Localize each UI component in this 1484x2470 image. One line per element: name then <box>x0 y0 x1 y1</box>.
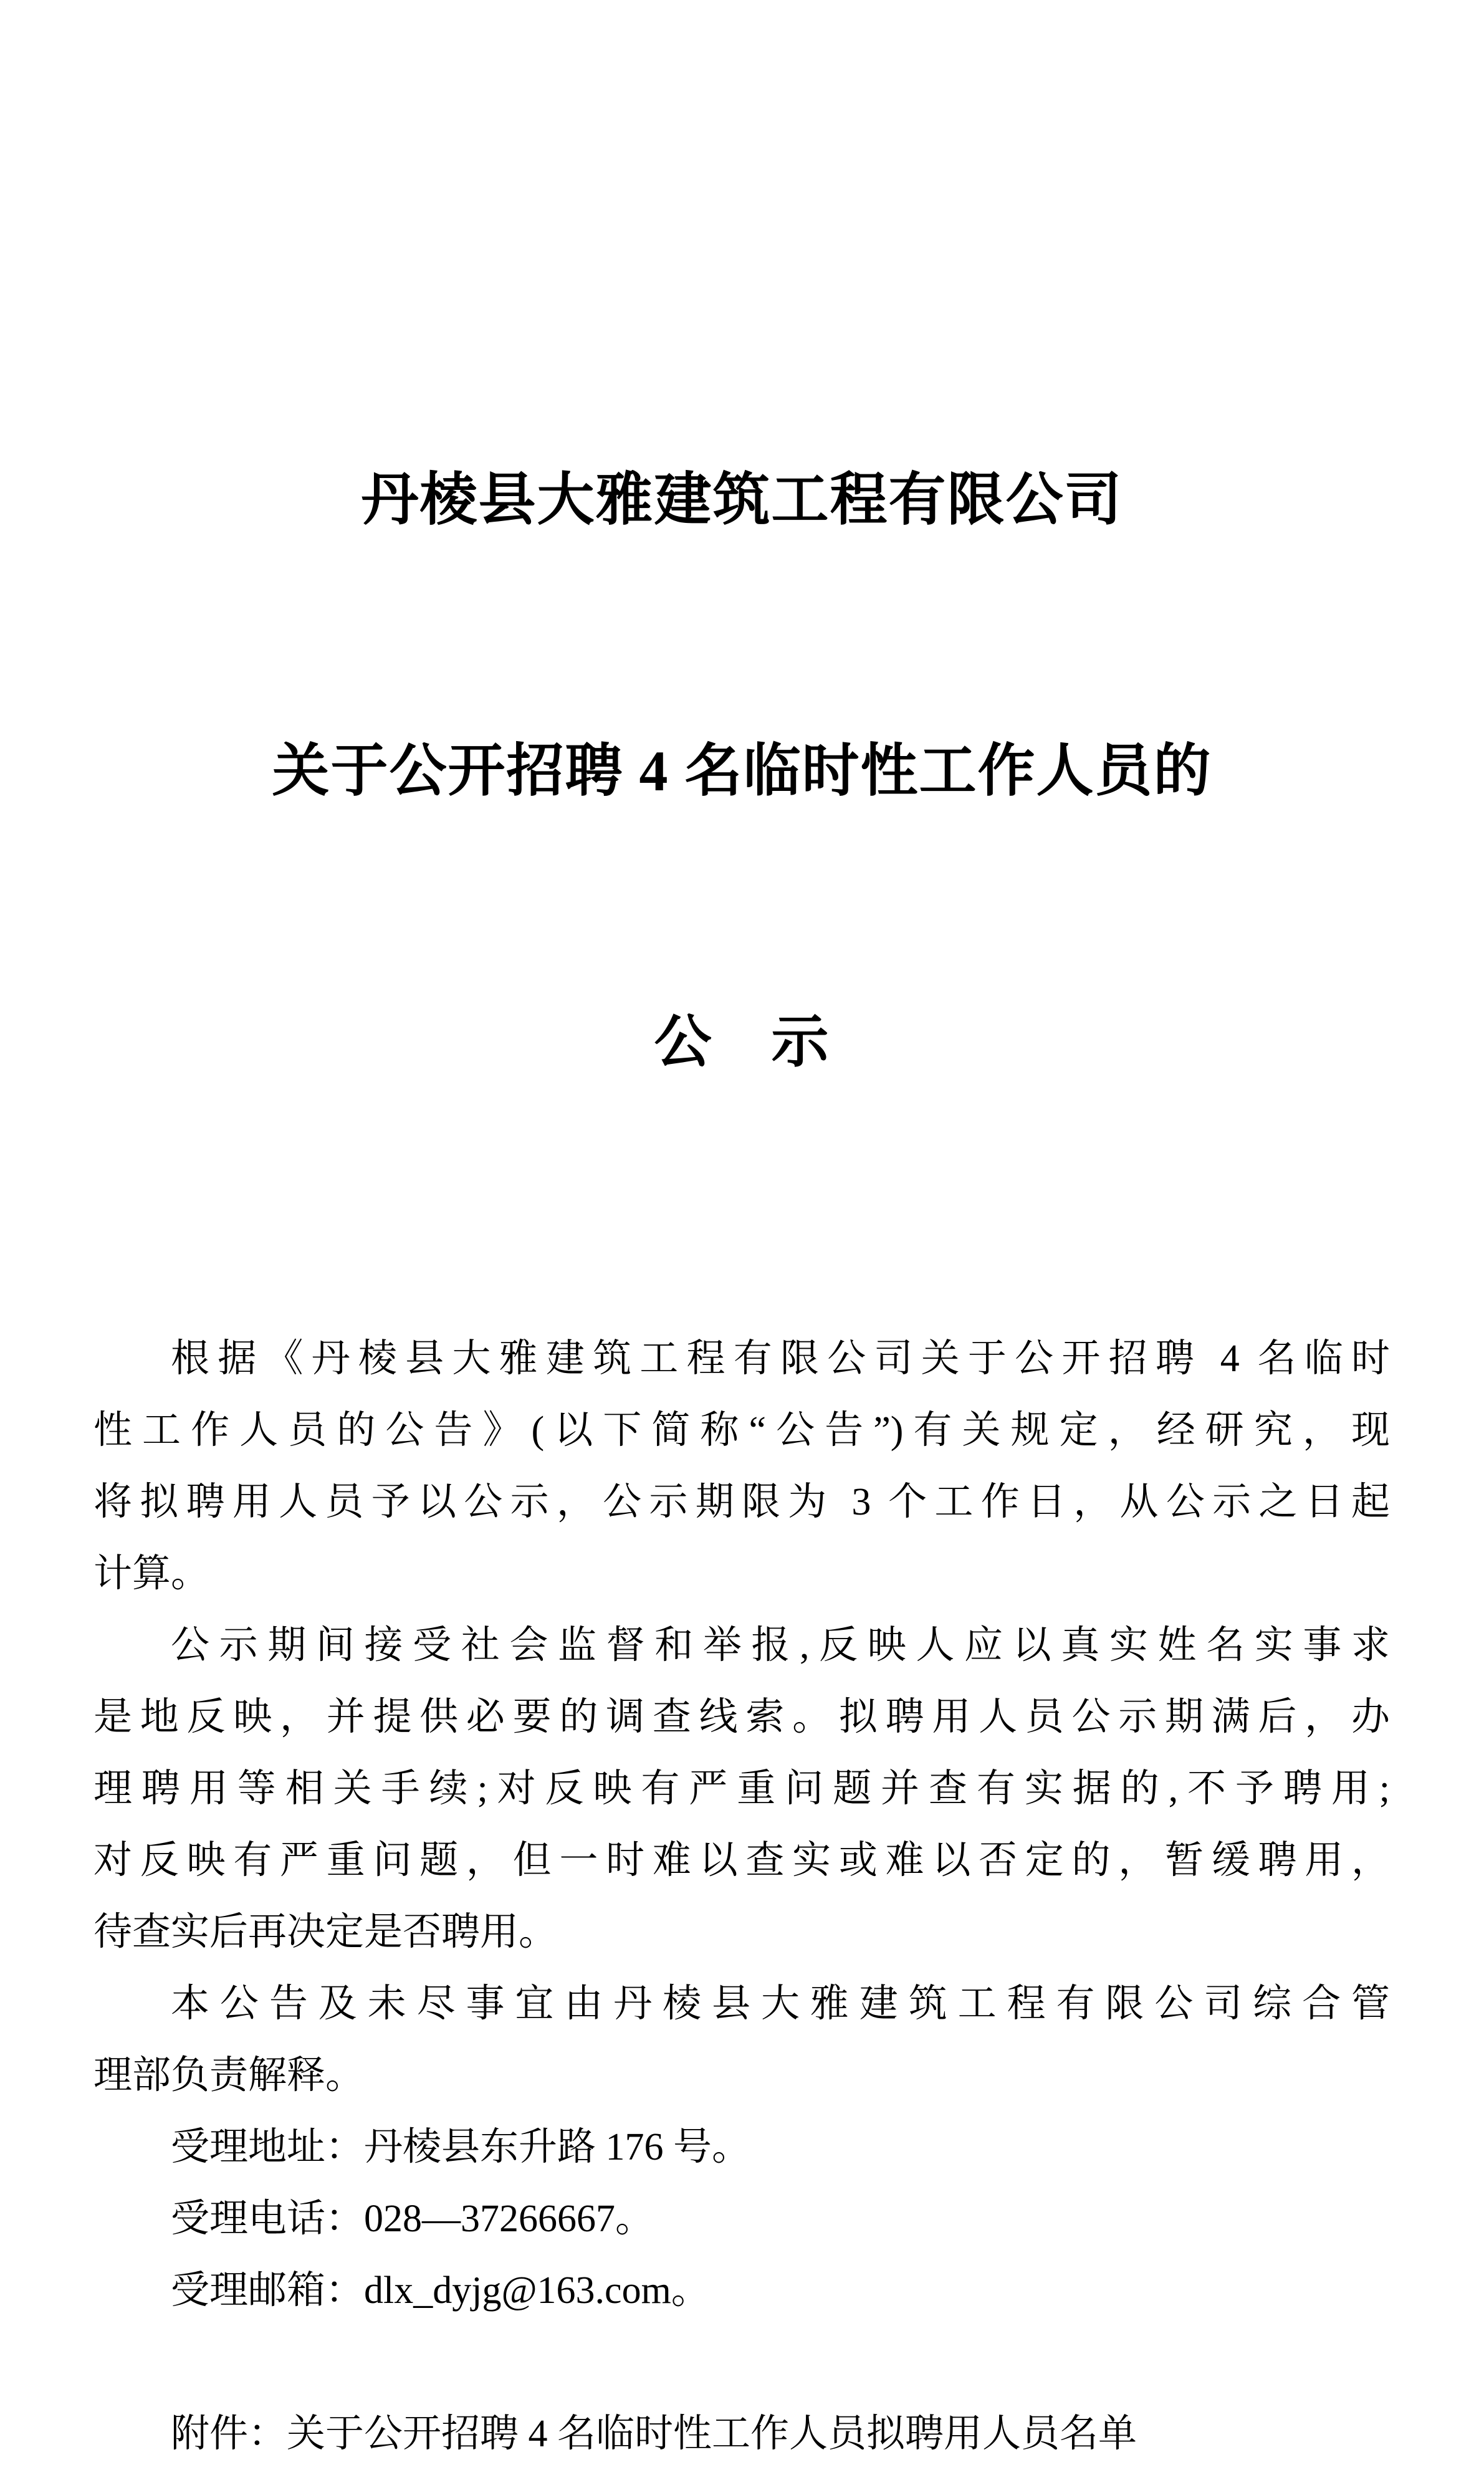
document-body <box>93 1268 1390 2470</box>
para1-line-1: 根据《丹棱县大雅建筑工程有限公司关于公开招聘 4 名临时 <box>171 1338 1390 1380</box>
para1-line-3: 将拟聘用人员予以公示，公示期限为 3 个工作日，从公示之日起 <box>93 1481 1390 1523</box>
para2-line-4: 对反映有严重问题，但一时难以查实或难以否定的，暂缓聘用， <box>93 1839 1390 1882</box>
para1-line-4: 计算。 <box>93 1553 210 1595</box>
para1-line-2: 性工作人员的公告》(以下简称“公告”)有关规定，经研究，现 <box>93 1409 1390 1452</box>
title-company-name: 丹棱县大雅建筑工程有限公司 <box>361 468 1123 532</box>
title-subject: 关于公开招聘 4 名临时性工作人员的 <box>272 739 1212 803</box>
para3-line-2: 理部负责解释。 <box>93 2054 365 2097</box>
para2-line-1: 公示期间接受社会监督和举报,反映人应以真实姓名实事求 <box>171 1624 1390 1667</box>
blank-line <box>93 2327 1390 2398</box>
para3-line-1: 本公告及未尽事宜由丹棱县大雅建筑工程有限公司综合管 <box>171 1983 1390 2025</box>
address-line: 受理地址：丹棱县东升路 176 号。 <box>171 2126 751 2168</box>
email-line: 受理邮箱：dlx_dyjg@163.com。 <box>171 2269 710 2312</box>
para2-line-2: 是地反映，并提供必要的调查线索。拟聘用人员公示期满后，办 <box>93 1696 1390 1738</box>
title-notice-type: 公 示 <box>654 1010 830 1074</box>
para2-line-3: 理聘用等相关手续;对反映有严重问题并查有实据的,不予聘用; <box>93 1768 1390 1810</box>
para2-line-5: 待查实后再决定是否聘用。 <box>93 1911 558 1953</box>
phone-line: 受理电话：028—37266667。 <box>171 2198 654 2240</box>
attachment-line: 附件：关于公开招聘 4 名临时性工作人员拟聘用人员名单 <box>171 2413 1137 2455</box>
